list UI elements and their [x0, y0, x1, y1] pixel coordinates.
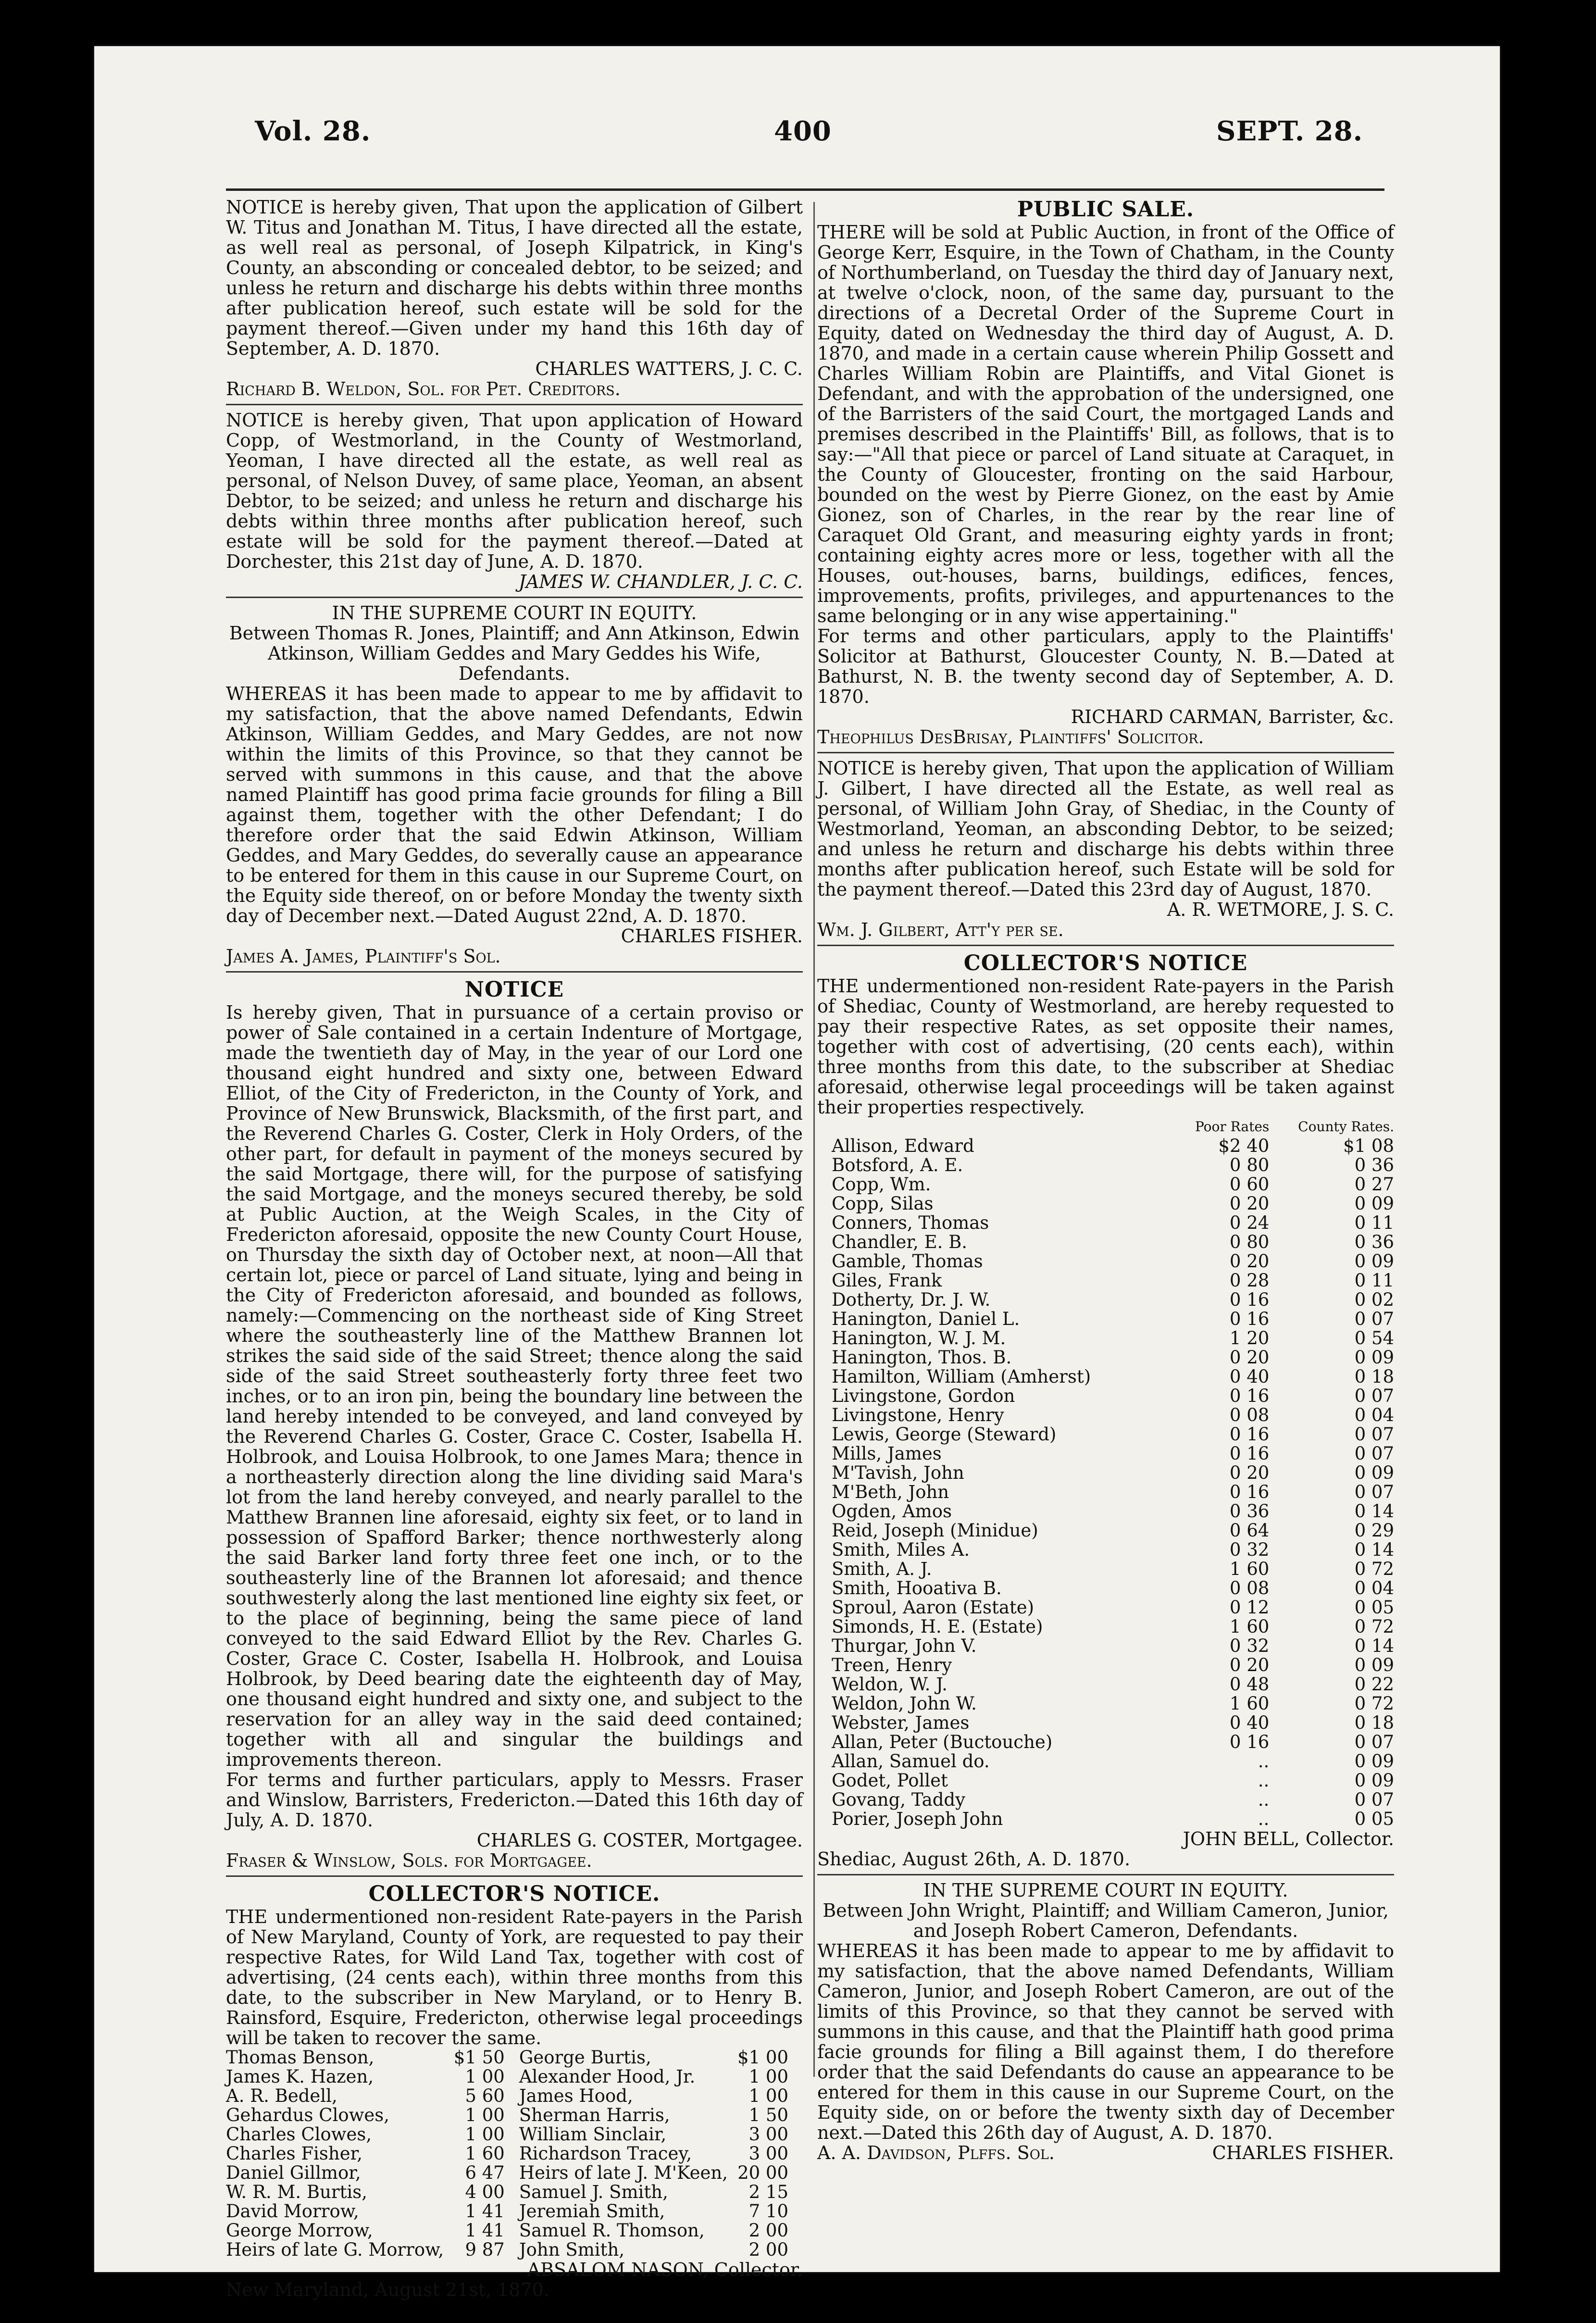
- county-rate: 0 72: [1354, 1559, 1394, 1579]
- payer-name: Sherman Harris,: [519, 2105, 670, 2125]
- ratepayer-name: Sproul, Aaron (Estate): [832, 1597, 1035, 1618]
- poor-rate: 0 80: [1229, 1155, 1270, 1175]
- poor-rate: ..: [1258, 1809, 1270, 1829]
- county-rate: 0 02: [1354, 1289, 1394, 1310]
- ratepayer-name: Allison, Edward: [832, 1136, 974, 1156]
- payer-name: George Morrow,: [226, 2220, 373, 2241]
- county-rate: 0 36: [1354, 1232, 1394, 1252]
- rate-row: [817, 1213, 1394, 1233]
- county-rate: 0 11: [1354, 1212, 1394, 1233]
- equity-wright-text: WHEREAS it has been made to appear to me by affidavit to my satisfaction, that the above named Defendants, William Cameron, Junior, and Joseph Robert Cameron, are out of the limits of this Province, so that they cannot be served with summons in this cause, and that the Plaintiff hath good prima facie grounds for filing a Bill against them, I do therefore order that the said Defendants do cause an appearance to be entered for them in this cause in our Supreme Court, on the Equity side, on or before the twenty sixth day of December next.—Dated this 26th day of August, A. D. 1870.: [817, 1940, 1394, 2143]
- ratepayer-name: Hanington, W. J. M.: [832, 1328, 1006, 1349]
- payer-name: Alexander Hood, Jr.: [519, 2066, 696, 2087]
- payer-name: Gehardus Clowes,: [226, 2105, 390, 2125]
- poor-rate: ..: [1258, 1789, 1270, 1810]
- ratepayer-name: Godet, Pollet: [832, 1770, 948, 1791]
- poor-rate: 0 40: [1229, 1712, 1270, 1733]
- poor-rate: 0 16: [1229, 1309, 1270, 1329]
- payer-rate: 3 00: [748, 2143, 788, 2164]
- equity-jones-signature: CHARLES FISHER.: [621, 925, 803, 947]
- rate-row: [226, 2240, 803, 2260]
- county-rate: 0 07: [1354, 1386, 1394, 1406]
- issue-date: SEPT. 28.: [1216, 115, 1363, 147]
- county-rates-header: County Rates.: [1298, 1119, 1394, 1135]
- equity-wright-solicitor: A. A. Davidson, Plffs. Sol.: [817, 2142, 1055, 2163]
- rate-row: [817, 1636, 1394, 1656]
- payer-rate: 1 00: [465, 2066, 505, 2087]
- public-sale-heading: PUBLIC SALE.: [1017, 197, 1195, 222]
- poor-rate: 0 28: [1229, 1270, 1270, 1291]
- payer-rate: 2 00: [748, 2220, 788, 2241]
- payer-name: Charles Clowes,: [226, 2124, 372, 2145]
- county-rate: 0 14: [1354, 1539, 1394, 1560]
- poor-rate: 0 08: [1229, 1405, 1270, 1425]
- rate-row: [817, 1713, 1394, 1733]
- rate-row: [226, 2086, 803, 2106]
- divider: [226, 597, 803, 598]
- payer-name: Samuel J. Smith,: [519, 2182, 668, 2202]
- equity-jones-heading: IN THE SUPREME COURT IN EQUITY.: [332, 602, 697, 624]
- ratepayer-name: Livingstone, Gordon: [832, 1386, 1015, 1406]
- county-rate: 0 72: [1354, 1693, 1394, 1714]
- shediac-collector-signature: JOHN BELL, Collector.: [1183, 1828, 1394, 1849]
- notice-gilbert-text: NOTICE is hereby given, That upon the application of William J. Gilbert, I have directed all the Estate, as well real as personal, of William John Gray, of Shediac, in the County of Westmorland, Yeoman, an absconding Debtor, to be seized; and unless he return and discharge his debts within three months after publication hereof, such Estate will be sold for the payment thereof.—Dated this 23rd day of August, 1870.: [817, 758, 1394, 900]
- payer-name: A. R. Bedell,: [226, 2086, 337, 2106]
- mortgage-notice-signature: CHARLES G. COSTER, Mortgagee.: [476, 1830, 803, 1851]
- notice-gilbert-attorney: Wm. J. Gilbert, Att'y per se.: [817, 919, 1064, 940]
- payer-rate: 1 41: [465, 2220, 505, 2241]
- payer-name: Thomas Benson,: [226, 2047, 374, 2068]
- equity-jones-text: WHEREAS it has been made to appear to me by affidavit to my satisfaction, that the above named Defendants, Edwin Atkinson, William Geddes, and Mary Geddes, are not now within the limits of this Province, so that they cannot be served with summons in this cause, and that the above named Plaintiff has good prima facie grounds for filing a Bill against them, together with the other Defendant; I do therefore order that the said Edwin Atkinson, William Geddes, and Mary Geddes, do severally cause an appearance to be entered for them in this cause in our Supreme Court, on the Equity side thereof, on or before Monday the twenty sixth day of December next.—Dated August 22nd, A. D. 1870.: [226, 683, 803, 926]
- divider: [817, 1874, 1394, 1875]
- county-rate: 0 36: [1354, 1155, 1394, 1175]
- rate-row: [817, 1483, 1394, 1502]
- rate-row: [817, 1156, 1394, 1175]
- notice-gilbert-signature: A. R. WETMORE, J. S. C.: [1167, 899, 1394, 920]
- ratepayer-name: Allan, Samuel do.: [832, 1751, 990, 1772]
- new-maryland-collector-heading: COLLECTOR'S NOTICE.: [368, 1882, 661, 1906]
- rate-row: [226, 2144, 803, 2163]
- county-rate: 0 14: [1354, 1636, 1394, 1656]
- shediac-collector-heading: COLLECTOR'S NOTICE: [963, 951, 1248, 975]
- ratepayer-name: Dotherty, Dr. J. W.: [832, 1289, 991, 1310]
- rate-row: [817, 1367, 1394, 1386]
- poor-rate: 0 40: [1229, 1366, 1270, 1387]
- payer-rate: 1 41: [465, 2201, 505, 2222]
- rate-row: [817, 1771, 1394, 1790]
- mortgage-notice-solicitor: Fraser & Winslow, Sols. for Mortgagee.: [226, 1850, 592, 1871]
- ratepayer-name: Thurgar, John V.: [832, 1636, 977, 1656]
- poor-rate: 0 32: [1229, 1539, 1270, 1560]
- notice-copp-signature: JAMES W. CHANDLER, J. C. C.: [518, 571, 803, 592]
- payer-rate: $1 50: [453, 2047, 505, 2068]
- ratepayer-name: Smith, Miles A.: [832, 1539, 970, 1560]
- rate-row: [226, 2202, 803, 2221]
- county-rate: 0 29: [1354, 1520, 1394, 1541]
- ratepayer-name: Livingstone, Henry: [832, 1405, 1004, 1425]
- equity-wright-footer: [817, 2143, 1394, 2163]
- poor-rate: $2 40: [1218, 1136, 1270, 1156]
- county-rate: 0 72: [1354, 1616, 1394, 1637]
- rate-row: [817, 1617, 1394, 1636]
- rate-row: [226, 2163, 803, 2183]
- rate-row: [226, 2067, 803, 2086]
- ratepayer-name: Webster, James: [832, 1712, 970, 1733]
- poor-rate: 0 20: [1229, 1251, 1270, 1272]
- rate-row: [817, 1252, 1394, 1271]
- ratepayer-name: Weldon, John W.: [832, 1693, 977, 1714]
- poor-rate: 0 12: [1229, 1597, 1270, 1618]
- payer-rate: 2 00: [748, 2239, 788, 2260]
- county-rate: 0 04: [1354, 1578, 1394, 1599]
- rate-row: [817, 1790, 1394, 1810]
- public-sale-solicitor: Theophilus DesBrisay, Plaintiffs' Solicitor.: [817, 726, 1204, 748]
- ratepayer-name: Copp, Wm.: [832, 1174, 931, 1195]
- volume-label: Vol. 28.: [255, 115, 371, 147]
- poor-rate: ..: [1258, 1751, 1270, 1772]
- county-rate: 0 11: [1354, 1270, 1394, 1291]
- poor-rate: 0 48: [1229, 1674, 1270, 1695]
- payer-rate: 3 00: [748, 2124, 788, 2145]
- rate-row: [817, 1425, 1394, 1444]
- rate-row: [817, 1733, 1394, 1752]
- payer-rate: 6 47: [465, 2162, 505, 2183]
- new-maryland-collector-signature: ABSALOM NASON, Collector.: [527, 2259, 803, 2280]
- payer-name: Richardson Tracey,: [519, 2143, 692, 2164]
- right-column: [817, 197, 1394, 2163]
- payer-name: Daniel Gillmor,: [226, 2162, 361, 2183]
- equity-jones-parties: Between Thomas R. Jones, Plaintiff; and Ann Atkinson, Edwin Atkinson, William Geddes and Mary Geddes his Wife, Defendants.: [229, 623, 800, 684]
- poor-rate: 1 20: [1229, 1328, 1270, 1349]
- poor-rate: 1 60: [1229, 1693, 1270, 1714]
- ratepayer-name: Smith, Hooativa B.: [832, 1578, 1002, 1599]
- county-rate: 0 14: [1354, 1501, 1394, 1522]
- rate-row: [817, 1406, 1394, 1425]
- notice-copp-text: NOTICE is hereby given, That upon application of Howard Copp, of Westmorland, in the County of Westmorland, Yeoman, I have directed all the estate, as well real as personal, of Nelson Duvey, of same place, Yeoman, an absent Debtor, to be seized; and unless he return and discharge his debts within three months after publication hereof, such estate will be sold for the payment thereof.—Dated at Dorchester, this 21st day of June, A. D. 1870.: [226, 410, 803, 572]
- payer-rate: 1 00: [748, 2086, 788, 2106]
- payer-rate: 1 60: [465, 2143, 505, 2164]
- rate-row: [817, 1560, 1394, 1579]
- rate-row: [817, 1233, 1394, 1252]
- equity-jones-solicitor: James A. James, Plaintiff's Sol.: [226, 946, 501, 967]
- ratepayer-name: Reid, Joseph (Minidue): [832, 1520, 1038, 1541]
- ratepayer-name: Giles, Frank: [832, 1270, 942, 1291]
- left-column: [226, 197, 803, 2300]
- county-rate: 0 07: [1354, 1732, 1394, 1752]
- rate-row: [226, 2183, 803, 2202]
- county-rate: 0 07: [1354, 1309, 1394, 1329]
- county-rate: 0 54: [1354, 1328, 1394, 1349]
- ratepayer-name: M'Tavish, John: [832, 1462, 964, 1483]
- payer-rate: 2 15: [748, 2182, 788, 2202]
- public-sale-text: THERE will be sold at Public Auction, in front of the Office of George Kerr, Esquire, in the Town of Chatham, in the County of Northumberland, on Tuesday the third day of January next, at twelve o'clock, noon, of the same day, pursuant to the directions of a Decretal Order of the Supreme Court in Equity, dated on Wednesday the third day of August, A. D. 1870, and made in a certain cause wherein Philip Gossett and Charles William Robin are Plaintiffs, and Vital Gionet is Defendant, and with the approbation of the undersigned, one of the Barristers of the said Court, the mortgaged Lands and premises described in the Plaintiffs' Bill, as follows, that is to say:—"All that piece or parcel of Land situate at Caraquet, in the County of Gloucester, fronting on the said Harbour, bounded on the west by Pierre Gionez, on the east by Amie Gionez, son of Charles, in the rear by the rear line of Caraquet Old Grant, and measuring eighty yards in front; containing eighty acres more or less, together with all the Houses, out-houses, barns, buildings, edifices, fences, improvements, profits, privileges, and appurtenances to the same belonging or in any wise appertaining.": [817, 222, 1394, 626]
- poor-rate: 0 16: [1229, 1482, 1270, 1502]
- county-rate: 0 18: [1354, 1712, 1394, 1733]
- ratepayer-name: Allan, Peter (Buctouche): [832, 1732, 1053, 1752]
- rate-row: [817, 1463, 1394, 1483]
- rate-row: [817, 1579, 1394, 1598]
- mortgage-notice-terms: For terms and further particulars, apply to Messrs. Fraser and Winslow, Barristers, Fredericton.—Dated this 16th day of July, A. D. 1870.: [226, 1769, 803, 1831]
- new-maryland-collector-text: THE undermentioned non-resident Rate-payers in the Parish of New Maryland, County of York, are requested to pay their respective Rates, for Wild Land Tax, together with cost of advertising, (24 cents each), within three months from this date, to the subscriber in New Maryland, or to Henry B. Rainsford, Esquire, Fredericton, otherwise legal proceedings will be taken to recover the same.: [226, 1906, 803, 2048]
- poor-rate: 0 60: [1229, 1174, 1270, 1195]
- new-maryland-collector-date: New Maryland, August 21st, 1870.: [226, 2279, 549, 2300]
- county-rate: 0 09: [1354, 1751, 1394, 1772]
- ratepayer-name: Conners, Thomas: [832, 1212, 989, 1233]
- divider: [226, 1875, 803, 1877]
- rate-row: [817, 1752, 1394, 1771]
- rate-row: [226, 2125, 803, 2144]
- ratepayer-name: Copp, Silas: [832, 1193, 934, 1214]
- poor-rate: 0 16: [1229, 1732, 1270, 1752]
- payer-name: David Morrow,: [226, 2201, 359, 2222]
- rate-row: [226, 2221, 803, 2240]
- payer-name: James K. Hazen,: [226, 2066, 374, 2087]
- rate-row: [817, 1310, 1394, 1329]
- county-rate: 0 05: [1354, 1597, 1394, 1618]
- poor-rate: 0 20: [1229, 1193, 1270, 1214]
- ratepayer-name: Ogden, Amos: [832, 1501, 952, 1522]
- ratepayer-name: Weldon, W. J.: [832, 1674, 948, 1695]
- ratepayer-name: Hanington, Daniel L.: [832, 1309, 1020, 1329]
- mortgage-notice-heading: NOTICE: [464, 977, 564, 1002]
- public-sale-signature: RICHARD CARMAN, Barrister, &c.: [1071, 706, 1394, 727]
- ratepayer-name: Chandler, E. B.: [832, 1232, 968, 1252]
- poor-rate: 0 20: [1229, 1655, 1270, 1675]
- payer-rate: 7 10: [748, 2201, 788, 2222]
- ratepayer-name: Smith, A. J.: [832, 1559, 932, 1579]
- county-rate: 0 07: [1354, 1424, 1394, 1445]
- county-rate: $1 08: [1343, 1136, 1394, 1156]
- poor-rate: 0 16: [1229, 1289, 1270, 1310]
- poor-rate: 0 36: [1229, 1501, 1270, 1522]
- poor-rate: 0 16: [1229, 1386, 1270, 1406]
- rate-row: [817, 1694, 1394, 1713]
- payer-rate: 1 00: [748, 2066, 788, 2087]
- rate-row: [817, 1598, 1394, 1617]
- payer-name: W. R. M. Burtis,: [226, 2182, 368, 2202]
- payer-rate: $1 00: [737, 2047, 788, 2068]
- poor-rate: 0 08: [1229, 1578, 1270, 1599]
- shediac-collector-date: Shediac, August 26th, A. D. 1870.: [817, 1848, 1131, 1870]
- shediac-rates-table: [817, 1117, 1394, 1829]
- ratepayer-name: Govang, Taddy: [832, 1789, 965, 1810]
- rate-row: [817, 1810, 1394, 1829]
- rate-row: [817, 1194, 1394, 1213]
- rate-row: [817, 1540, 1394, 1560]
- rate-row: [817, 1329, 1394, 1348]
- payer-rate: 1 00: [465, 2124, 505, 2145]
- notice-titus-solicitor: Richard B. Weldon, Sol. for Pet. Creditors.: [226, 378, 621, 400]
- header-rule: [226, 188, 1384, 191]
- payer-name: William Sinclair,: [519, 2124, 667, 2145]
- payer-name: John Smith,: [519, 2239, 625, 2260]
- ratepayer-name: M'Beth, John: [832, 1482, 949, 1502]
- ratepayer-name: Botsford, A. E.: [832, 1155, 963, 1175]
- ratepayer-name: Simonds, H. E. (Estate): [832, 1616, 1043, 1637]
- poor-rate: 0 32: [1229, 1636, 1270, 1656]
- poor-rate: 0 16: [1229, 1443, 1270, 1464]
- poor-rate: 0 20: [1229, 1347, 1270, 1368]
- divider: [226, 404, 803, 405]
- payer-name: James Hood,: [519, 2086, 633, 2106]
- county-rate: 0 09: [1354, 1655, 1394, 1675]
- county-rate: 0 27: [1354, 1174, 1394, 1195]
- rate-row: [817, 1175, 1394, 1194]
- county-rate: 0 09: [1354, 1193, 1394, 1214]
- divider: [817, 945, 1394, 946]
- payer-rate: 1 50: [748, 2105, 788, 2125]
- county-rate: 0 22: [1354, 1674, 1394, 1695]
- poor-rate: 0 24: [1229, 1212, 1270, 1233]
- county-rate: 0 07: [1354, 1482, 1394, 1502]
- county-rate: 0 09: [1354, 1462, 1394, 1483]
- public-sale-terms: For terms and other particulars, apply to the Plaintiffs' Solicitor at Bathurst, Gloucester County, N. B.—Dated at Bathurst, N. B. the twenty second day of September, A. D. 1870.: [817, 625, 1394, 707]
- ratepayer-name: Porier, Joseph John: [832, 1809, 1003, 1829]
- rate-row: [817, 1386, 1394, 1406]
- rate-row: [817, 1656, 1394, 1675]
- ratepayer-name: Gamble, Thomas: [832, 1251, 983, 1272]
- county-rate: 0 09: [1354, 1251, 1394, 1272]
- divider: [817, 752, 1394, 753]
- payer-rate: 20 00: [737, 2162, 788, 2183]
- divider: [226, 971, 803, 973]
- county-rate: 0 09: [1354, 1347, 1394, 1368]
- notice-titus-signature: CHARLES WATTERS, J. C. C.: [535, 358, 803, 379]
- rate-row: [817, 1521, 1394, 1540]
- notice-titus-text: NOTICE is hereby given, That upon the application of Gilbert W. Titus and Jonathan M. Titus, I have directed all the estate, as well real as personal, of Joseph Kilpatrick, in King's County, an absconding or concealed debtor, to be seized; and unless he return and discharge his debts within three months after publication hereof, such estate will be sold for the payment thereof.—Given under my hand this 16th day of September, A. D. 1870.: [226, 197, 803, 359]
- ratepayer-name: Hamilton, William (Amherst): [832, 1366, 1091, 1387]
- column-divider: [813, 202, 815, 2077]
- poor-rate: ..: [1258, 1770, 1270, 1791]
- payer-rate: 5 60: [465, 2086, 505, 2106]
- rate-row: [817, 1502, 1394, 1521]
- payer-rate: 1 00: [465, 2105, 505, 2125]
- new-maryland-rates-table: [226, 2048, 803, 2260]
- payer-name: Heirs of late G. Morrow,: [226, 2239, 444, 2260]
- ratepayer-name: Treen, Henry: [832, 1655, 952, 1675]
- poor-rate: 1 60: [1229, 1616, 1270, 1637]
- county-rate: 0 05: [1354, 1809, 1394, 1829]
- page-number: 400: [774, 115, 832, 147]
- county-rate: 0 09: [1354, 1770, 1394, 1791]
- poor-rate: 0 80: [1229, 1232, 1270, 1252]
- poor-rate: 0 16: [1229, 1424, 1270, 1445]
- county-rate: 0 04: [1354, 1405, 1394, 1425]
- county-rate: 0 18: [1354, 1366, 1394, 1387]
- payer-name: Jeremiah Smith,: [519, 2201, 665, 2222]
- poor-rate: 0 20: [1229, 1462, 1270, 1483]
- payer-rate: 9 87: [465, 2239, 505, 2260]
- rate-row: [817, 1137, 1394, 1156]
- rate-row: [817, 1290, 1394, 1310]
- equity-wright-signature: CHARLES FISHER.: [1212, 2142, 1394, 2163]
- rate-row: [817, 1675, 1394, 1694]
- county-rate: 0 07: [1354, 1443, 1394, 1464]
- rate-row: [226, 2106, 803, 2125]
- poor-rate: 1 60: [1229, 1559, 1270, 1579]
- equity-wright-heading: IN THE SUPREME COURT IN EQUITY.: [923, 1880, 1288, 1901]
- mortgage-notice-text: Is hereby given, That in pursuance of a certain proviso or power of Sale contained in a certain Indenture of Mortgage, made the twentieth day of May, in the year of our Lord one thousand eight hundred and sixty one, between Edward Elliot, of the City of Fredericton, in the County of York, and Province of New Brunswick, Blacksmith, of the first part, and the Reverend Charles G. Coster, Clerk in Holy Orders, of the other part, for default in payment of the moneys secured by the said Mortgage, there will, for the purpose of satisfying the said Mortgage, and the moneys secured thereby, be sold at Public Auction, at the Weigh Scales, in the City of Fredericton aforesaid, opposite the new County Court House, on Thursday the sixth day of October next, at noon—All that certain lot, piece or parcel of Land situate, lying and being in the City of Fredericton aforesaid, and bounded as follows, namely:—Commencing on the northeast side of King Street where the southeasterly line of the Matthew Brannen lot strikes the said side of the said Street; thence along the said side of the said Street southeasterly forty three feet two inches, or to an iron pin, being the boundary line between the land hereby intended to be conveyed, and land conveyed by the Reverend Charles G. Coster, Grace C. Coster, Isabella H. Holbrook, and Louisa Holbrook, to one James Mara; thence in a northeasterly direction along the line dividing said Mara's lot from the land hereby conveyed, and nearly parallel to the Matthew Brannen line aforesaid, eighty six feet, or to land in possession of Spafford Barker; thence northwesterly along the said Barker land forty three feet one inch, or to the southeasterly line of the Brannen lot aforesaid; and thence southwesterly along the last mentioned line eighty six feet, or to the place of beginning, being the same piece of land conveyed to the said Edward Elliot by the Rev. Charles G. Coster, Grace C. Coster, Isabella H. Holbrook, and Louisa Holbrook, by Deed bearing date the eighteenth day of May, one thousand eight hundred and sixty one, and subject to the reservation for an alley way in the said deed contained; together with all and singular the buildings and improvements thereon.: [226, 1002, 803, 1770]
- rate-row: [817, 1348, 1394, 1367]
- payer-name: Heirs of late J. M'Keen,: [519, 2162, 728, 2183]
- ratepayer-name: Mills, James: [832, 1443, 942, 1464]
- rate-row: [817, 1271, 1394, 1290]
- ratepayer-name: Lewis, George (Steward): [832, 1424, 1057, 1445]
- payer-name: Charles Fisher,: [226, 2143, 362, 2164]
- rate-row: [226, 2048, 803, 2067]
- shediac-collector-text: THE undermentioned non-resident Rate-payers in the Parish of Shediac, County of Westmorland, are hereby requested to pay their respective Rates, as set opposite their names, together with cost of advertising, (20 cents each), within three months from this date, to the subscriber at Shediac aforesaid, otherwise legal proceedings will be taken against their properties respectively.: [817, 975, 1394, 1118]
- county-rate: 0 07: [1354, 1789, 1394, 1810]
- payer-name: Samuel R. Thomson,: [519, 2220, 705, 2241]
- rate-row: [817, 1444, 1394, 1463]
- ratepayer-name: Hanington, Thos. B.: [832, 1347, 1012, 1368]
- equity-wright-parties: Between John Wright, Plaintiff; and William Cameron, Junior, and Joseph Robert Cameron, Defendants.: [823, 1900, 1389, 1941]
- poor-rates-header: Poor Rates: [1195, 1119, 1270, 1135]
- poor-rate: 0 64: [1229, 1520, 1270, 1541]
- payer-rate: 4 00: [465, 2182, 505, 2202]
- payer-name: George Burtis,: [519, 2047, 651, 2068]
